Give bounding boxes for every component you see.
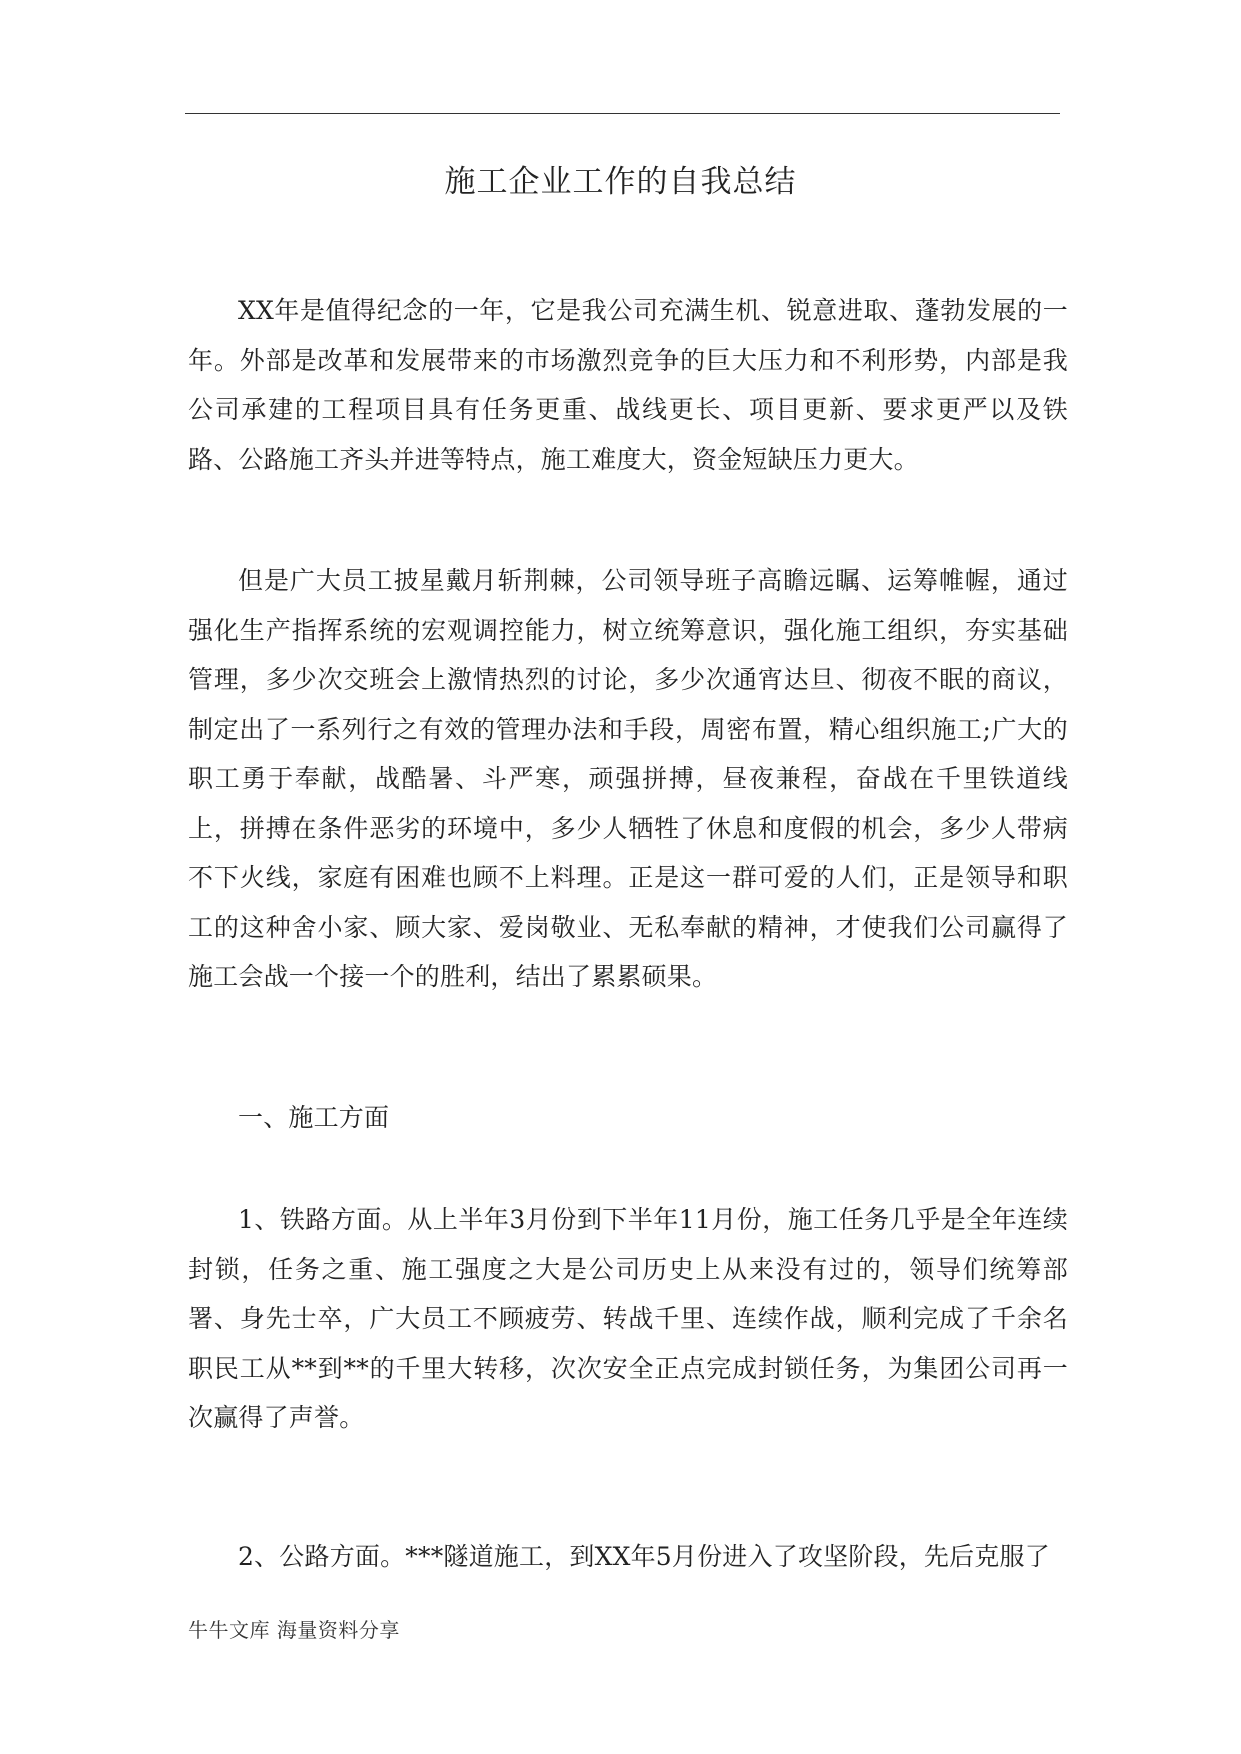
paragraph-highway: 2、公路方面。***隧道施工，到XX年5月份进入了攻坚阶段，先后克服了 <box>238 1542 1050 1571</box>
section-heading-construction: 一、施工方面 <box>238 1103 390 1132</box>
paragraph-railway: 1、铁路方面。从上半年3月份到下半年11月份，施工任务几乎是全年连续封锁，任务之重、施工强度之大是公司历史上从来没有过的，领导们统筹部署、身先士卒，广大员工不顾疲劳、转战千里、连续作战，顺利完成了千余名职民工从**到**的千里大转移，次次安全正点完成封锁任务，为集团公司再一次赢得了声誉。 <box>188 1205 1068 1432</box>
paragraph-intro: XX年是值得纪念的一年，它是我公司充满生机、锐意进取、蓬勃发展的一年。外部是改革和发展带来的市场激烈竞争的巨大压力和不利形势，内部是我公司承建的工程项目具有任务更重、战线更长、项目更新、要求更严以及铁路、公路施工齐头并进等特点，施工难度大，资金短缺压力更大。 <box>188 296 1068 474</box>
page-footer: 牛牛文库 海量资料分享 <box>188 1618 400 1642</box>
paragraph-staff-efforts: 但是广大员工披星戴月斩荆棘，公司领导班子高瞻远瞩、运筹帷幄，通过强化生产指挥系统的宏观调控能力，树立统筹意识，强化施工组织，夯实基础管理，多少次交班会上激情热烈的讨论，多少次通宵达旦、彻夜不眠的商议，制定出了一系列行之有效的管理办法和手段，周密布置，精心组织施工;广大的职工勇于奉献，战酷暑、斗严寒，顽强拼搏，昼夜兼程，奋战在千里铁道线上，拼搏在条件恶劣的环境中，多少人牺牲了休息和度假的机会，多少人带病不下火线，家庭有困难也顾不上料理。正是这一群可爱的人们，正是领导和职工的这种舍小家、顾大家、爱岗敬业、无私奉献的精神，才使我们公司赢得了施工会战一个接一个的胜利，结出了累累硕果。 <box>188 566 1068 991</box>
header-rule <box>185 113 1060 114</box>
document-title: 施工企业工作的自我总结 <box>444 164 797 200</box>
